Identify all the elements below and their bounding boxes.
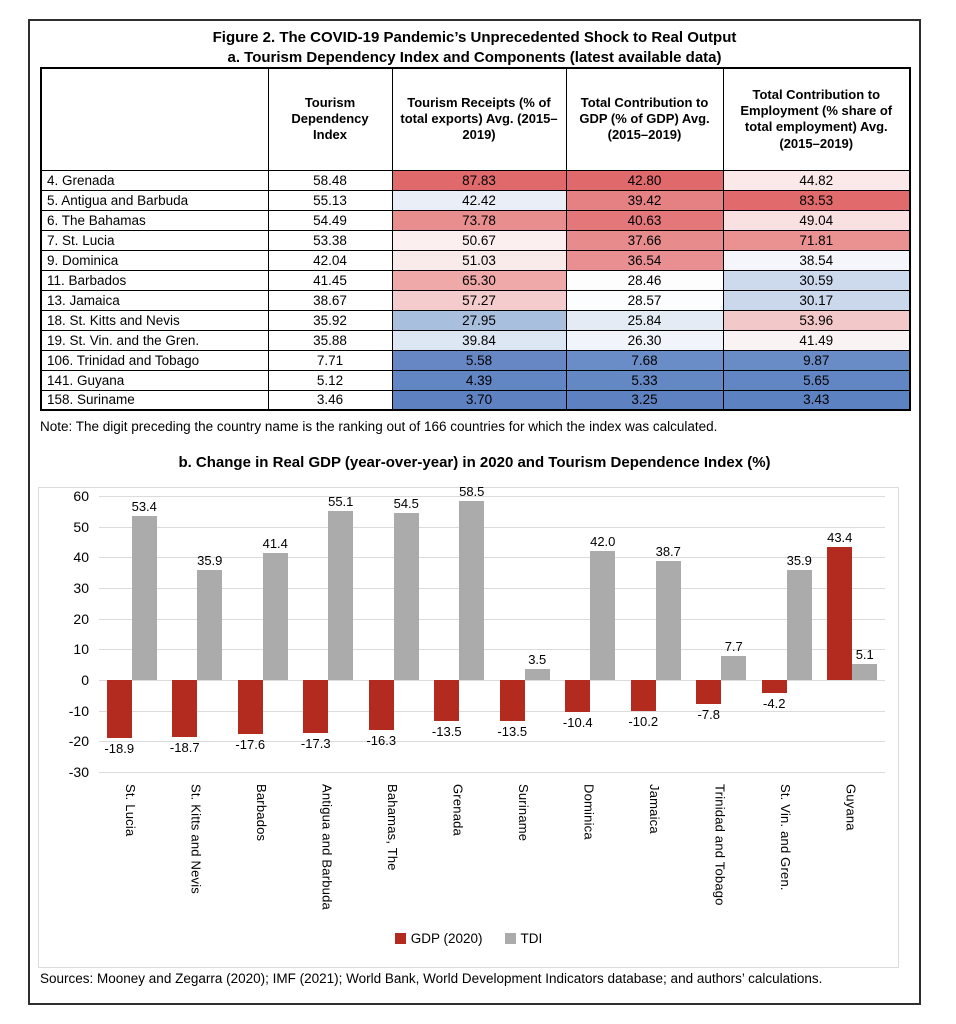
heat-value-cell: 28.46: [566, 270, 723, 290]
table-row: [41, 190, 910, 210]
heat-value-cell: 37.66: [566, 230, 723, 250]
bar-value-label: -10.4: [562, 714, 593, 730]
gdp-bar-4: [369, 680, 394, 730]
heat-value-cell: 27.95: [392, 310, 566, 330]
tdi-cell: 55.13: [268, 190, 392, 210]
tdi-bar-9: [721, 656, 746, 680]
gdp-bar-5: [434, 680, 459, 721]
tdi-cell: 5.12: [268, 370, 392, 390]
heat-value-cell: 57.27: [392, 290, 566, 310]
y-axis-tick: 0: [81, 672, 89, 688]
bar-value-label: -17.6: [235, 736, 266, 752]
bar-value-label: -13.5: [431, 724, 462, 740]
country-cell: 106. Trinidad and Tobago: [41, 350, 268, 370]
bar-value-label: 7.7: [724, 639, 743, 655]
tdi-bar-1: [197, 570, 222, 680]
heat-value-cell: 5.58: [392, 350, 566, 370]
chart-legend: [39, 931, 898, 946]
y-axis-tick: 20: [73, 610, 89, 627]
table-row: [41, 210, 910, 230]
tdi-bar-0: [132, 516, 157, 680]
heat-value-cell: 51.03: [392, 250, 566, 270]
legend-item: [505, 931, 543, 946]
country-cell: 9. Dominica: [41, 250, 268, 270]
table-header-cell-4: Total Contribution to Employment (% share of total employment) Avg. (2015–2019): [723, 68, 910, 170]
country-cell: 6. The Bahamas: [41, 210, 268, 230]
bar-value-label: 55.1: [328, 494, 354, 510]
gdp-bar-10: [762, 680, 787, 693]
x-axis-label: Guyana: [843, 784, 859, 831]
gridline: [99, 741, 885, 742]
heat-value-cell: 28.57: [566, 290, 723, 310]
table-row: [41, 290, 910, 310]
x-axis-label: St. Lucia: [122, 784, 138, 837]
bar-chart: [38, 483, 899, 968]
heat-value-cell: 3.25: [566, 390, 723, 410]
country-cell: 158. Suriname: [41, 390, 268, 410]
country-cell: 141. Guyana: [41, 370, 268, 390]
country-cell: 18. St. Kitts and Nevis: [41, 310, 268, 330]
tdi-bar-4: [394, 513, 419, 680]
gridline: [99, 527, 885, 528]
legend-label: GDP (2020): [410, 931, 483, 946]
heat-value-cell: 71.81: [723, 230, 910, 250]
y-axis-tick: 40: [73, 549, 89, 566]
y-axis-tick: -30: [68, 764, 89, 780]
tdi-cell: 54.49: [268, 210, 392, 230]
bar-value-label: 38.7: [655, 544, 681, 560]
tdi-cell: 53.38: [268, 230, 392, 250]
bar-value-label: -13.5: [497, 724, 528, 740]
heat-value-cell: 53.96: [723, 310, 910, 330]
bar-value-label: -18.9: [104, 740, 135, 756]
country-cell: 11. Barbados: [41, 270, 268, 290]
gdp-bar-2: [238, 680, 263, 734]
bar-value-label: -16.3: [366, 732, 397, 748]
gdp-bar-0: [107, 680, 132, 738]
tdi-bar-6: [525, 669, 550, 680]
heat-value-cell: 30.59: [723, 270, 910, 290]
tdi-bar-3: [328, 511, 353, 680]
heat-value-cell: 39.42: [566, 190, 723, 210]
panel-a-title: a. Tourism Dependency Index and Components (latest available data): [227, 49, 722, 66]
table-row: [41, 250, 910, 270]
x-axis-label: Barbados: [253, 784, 269, 842]
table-row: [41, 230, 910, 250]
table-header-cell-3: Total Contribution to GDP (% of GDP) Avg. (2015–2019): [566, 68, 723, 170]
heat-value-cell: 5.33: [566, 370, 723, 390]
x-axis-label: Grenada: [450, 784, 466, 836]
table-row: [41, 170, 910, 190]
bar-value-label: -18.7: [169, 740, 200, 756]
tourism-dependency-table: [40, 67, 911, 411]
heat-value-cell: 3.43: [723, 390, 910, 410]
legend-swatch: [395, 933, 406, 944]
table-header-row: [41, 68, 910, 170]
gdp-bar-7: [565, 680, 590, 712]
heat-value-cell: 3.70: [392, 390, 566, 410]
bar-value-label: 35.9: [197, 552, 223, 568]
tdi-cell: 41.45: [268, 270, 392, 290]
x-axis-label: Jamaica: [646, 784, 662, 834]
y-axis-tick: 30: [73, 580, 89, 596]
bar-value-label: 53.4: [131, 499, 157, 515]
heat-value-cell: 4.39: [392, 370, 566, 390]
table-header-cell-1: Tourism Dependency Index: [268, 68, 392, 170]
bar-value-label: 35.9: [786, 552, 812, 568]
sources-note: Sources: Mooney and Zegarra (2020); IMF (2021); World Bank, World Development Indicators database; and authors’ calculations.: [40, 971, 823, 986]
bar-value-label: 3.5: [528, 652, 547, 668]
y-axis-tick: 60: [73, 488, 89, 504]
heat-value-cell: 38.54: [723, 250, 910, 270]
tdi-bar-2: [263, 553, 288, 680]
tdi-cell: 7.71: [268, 350, 392, 370]
figure-panel: [28, 19, 921, 1005]
legend-label: TDI: [520, 931, 543, 946]
heat-value-cell: 7.68: [566, 350, 723, 370]
heat-value-cell: 44.82: [723, 170, 910, 190]
country-cell: 5. Antigua and Barbuda: [41, 190, 268, 210]
heat-value-cell: 42.80: [566, 170, 723, 190]
table-row: [41, 370, 910, 390]
tdi-bar-10: [787, 570, 812, 680]
bar-value-label: -4.2: [763, 695, 786, 711]
heat-value-cell: 87.83: [392, 170, 566, 190]
table-row: [41, 310, 910, 330]
tdi-bar-7: [590, 551, 615, 680]
country-cell: 4. Grenada: [41, 170, 268, 190]
table-header-cell-2: Tourism Receipts (% of total exports) Avg. (2015–2019): [392, 68, 566, 170]
heat-value-cell: 5.65: [723, 370, 910, 390]
tdi-cell: 58.48: [268, 170, 392, 190]
y-axis-tick: 50: [73, 518, 89, 535]
heat-value-cell: 42.42: [392, 190, 566, 210]
bar-value-label: -10.2: [628, 714, 659, 730]
bar-value-label: 43.4: [827, 529, 853, 545]
x-axis-label: St. Vin. and Gren.: [777, 784, 793, 891]
heat-value-cell: 30.17: [723, 290, 910, 310]
heat-value-cell: 73.78: [392, 210, 566, 230]
heat-value-cell: 39.84: [392, 330, 566, 350]
tdi-bar-5: [459, 501, 484, 680]
panel-b-title: b. Change in Real GDP (year-over-year) in 2020 and Tourism Dependence Index (%): [178, 454, 771, 471]
tdi-cell: 38.67: [268, 290, 392, 310]
bar-value-label: 58.5: [459, 483, 485, 499]
table-header-cell-0: [41, 68, 268, 170]
y-axis-tick: -10: [68, 702, 89, 719]
gdp-bar-1: [172, 680, 197, 737]
x-axis-label: Bahamas, The: [384, 784, 400, 871]
heat-value-cell: 41.49: [723, 330, 910, 350]
tdi-cell: 3.46: [268, 390, 392, 410]
x-axis-label: Trinidad and Tobago: [712, 784, 728, 906]
heat-value-cell: 49.04: [723, 210, 910, 230]
tdi-bar-11: [852, 664, 877, 680]
figure-title: Figure 2. The COVID-19 Pandemic’s Unprecedented Shock to Real Output: [212, 29, 737, 46]
table-row: [41, 330, 910, 350]
x-axis-label: Suriname: [515, 784, 531, 842]
heat-value-cell: 36.54: [566, 250, 723, 270]
bar-value-label: 54.5: [393, 495, 419, 511]
tdi-cell: 35.92: [268, 310, 392, 330]
table-row: [41, 270, 910, 290]
heat-value-cell: 40.63: [566, 210, 723, 230]
table-row: [41, 350, 910, 370]
gdp-bar-6: [500, 680, 525, 721]
y-axis-tick: 10: [73, 641, 89, 658]
table-row: [41, 390, 910, 410]
legend-item: [395, 931, 483, 946]
country-cell: 13. Jamaica: [41, 290, 268, 310]
y-axis-tick: -20: [68, 733, 89, 750]
gridline: [99, 772, 885, 773]
table-note: Note: The digit preceding the country name is the ranking out of 166 countries for which the index was calculated.: [40, 419, 718, 434]
gdp-bar-9: [696, 680, 721, 704]
heat-value-cell: 83.53: [723, 190, 910, 210]
country-cell: 7. St. Lucia: [41, 230, 268, 250]
bar-value-label: 5.1: [855, 647, 874, 663]
tdi-cell: 35.88: [268, 330, 392, 350]
heat-value-cell: 25.84: [566, 310, 723, 330]
gdp-bar-3: [303, 680, 328, 733]
tdi-bar-8: [656, 561, 681, 680]
bar-value-label: -17.3: [300, 736, 331, 752]
country-cell: 19. St. Vin. and the Gren.: [41, 330, 268, 350]
gdp-bar-8: [631, 680, 656, 711]
x-axis-label: Antigua and Barbuda: [319, 784, 335, 910]
bar-value-label: 41.4: [262, 536, 288, 552]
heat-value-cell: 50.67: [392, 230, 566, 250]
heat-value-cell: 9.87: [723, 350, 910, 370]
heat-value-cell: 26.30: [566, 330, 723, 350]
x-axis-label: Dominica: [581, 784, 597, 840]
legend-swatch: [505, 933, 516, 944]
heat-value-cell: 65.30: [392, 270, 566, 290]
bar-value-label: 42.0: [590, 534, 616, 550]
x-axis-label: St. Kitts and Nevis: [188, 784, 204, 895]
tdi-cell: 42.04: [268, 250, 392, 270]
bar-value-label: -7.8: [697, 706, 720, 722]
